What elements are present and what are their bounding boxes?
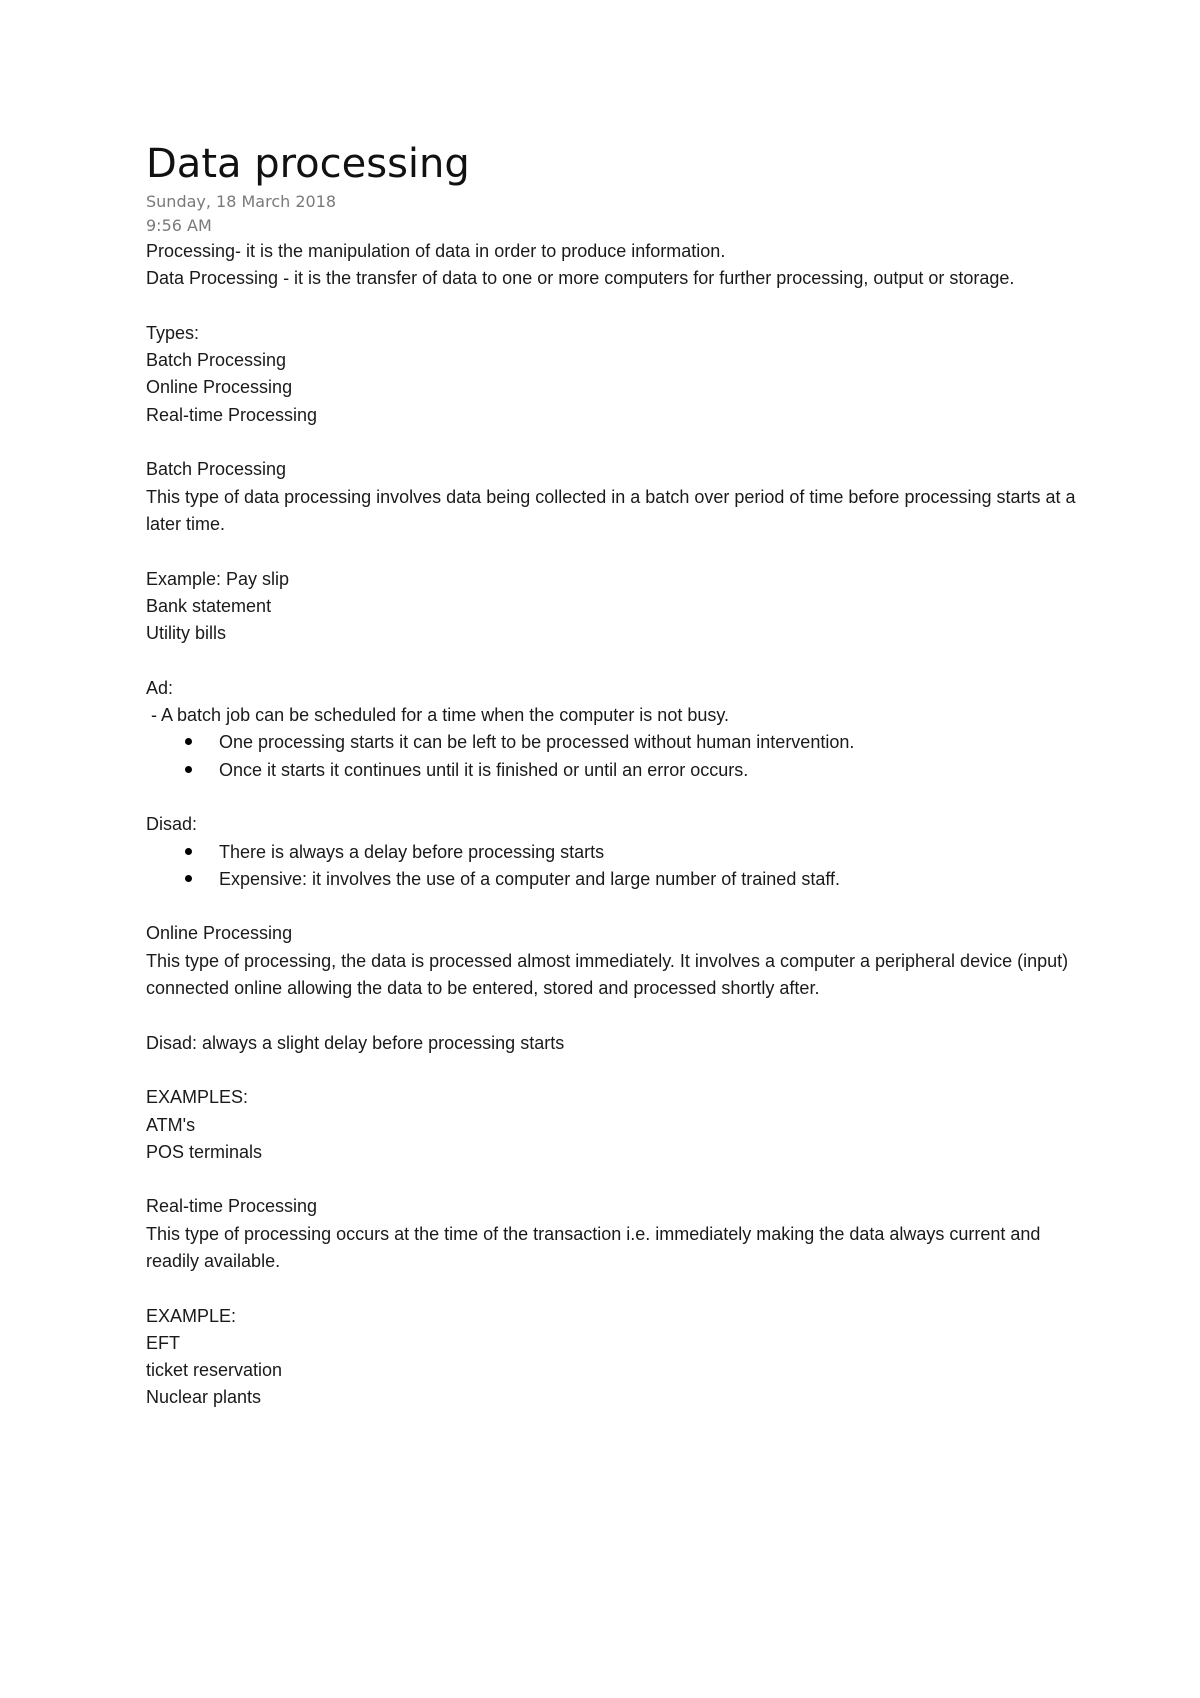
online-examples-heading: EXAMPLES:: [146, 1087, 249, 1108]
ad-dash-item: - A batch job can be scheduled for a time when the computer is not busy.: [146, 705, 730, 726]
bullet-icon: [185, 766, 192, 773]
types-item: Online Processing: [146, 377, 293, 398]
list-item: [146, 866, 1086, 893]
realtime-examples-heading: EXAMPLE:: [146, 1305, 237, 1326]
batch-description: This type of data processing involves data being collected in a batch over period of time before processing starts at a later time.: [146, 486, 1081, 534]
list-item-text: Expensive: it involves the use of a computer and large number of trained staff.: [219, 868, 841, 889]
spacer: [146, 538, 1086, 565]
bullet-icon: [185, 738, 192, 745]
online-disad: Disad: always a slight delay before processing starts: [146, 1032, 565, 1053]
bullet-icon: [185, 848, 192, 855]
list-item: [146, 839, 1086, 866]
spacer: [146, 784, 1086, 811]
list-item-text: One processing starts it can be left to be processed without human intervention.: [219, 732, 855, 753]
spacer: [146, 429, 1086, 456]
list-item-text: Once it starts it continues until it is finished or until an error occurs.: [219, 759, 749, 780]
types-heading: Types:: [146, 322, 200, 343]
date-stamp: Sunday, 18 March 2018: [146, 192, 337, 211]
spacer: [146, 893, 1086, 920]
online-example: POS terminals: [146, 1141, 263, 1162]
ad-heading: Ad:: [146, 677, 174, 698]
realtime-example: EFT: [146, 1332, 180, 1353]
realtime-description: This type of processing occurs at the time of the transaction i.e. immediately making the data always current and readily available.: [146, 1223, 1046, 1271]
batch-example: Bank statement: [146, 595, 272, 616]
list-item: [146, 729, 1086, 756]
list-item: [146, 757, 1086, 784]
spacer: [146, 1002, 1086, 1029]
processing-definition: Processing- it is the manipulation of data in order to produce information.: [146, 241, 726, 261]
spacer: [146, 1057, 1086, 1084]
spacer: [146, 293, 1086, 320]
types-item: Real-time Processing: [146, 404, 318, 425]
page-title: Data processing: [146, 141, 470, 187]
online-heading: Online Processing: [146, 923, 293, 944]
disad-heading: Disad:: [146, 814, 198, 835]
online-description: This type of processing, the data is processed almost immediately. It involves a computer a peripheral device (input) connected online allowing the data to be entered, stored and processed shortly after.: [146, 950, 1074, 999]
time-stamp: 9:56 AM: [146, 216, 212, 235]
bullet-icon: [185, 875, 192, 882]
realtime-heading: Real-time Processing: [146, 1196, 318, 1217]
batch-example: Utility bills: [146, 623, 227, 644]
disad-bullet-list: [146, 839, 1086, 894]
types-item: Batch Processing: [146, 350, 287, 371]
spacer: [146, 1275, 1086, 1302]
realtime-example: ticket reservation: [146, 1360, 283, 1381]
online-example: ATM's: [146, 1114, 196, 1135]
realtime-example: Nuclear plants: [146, 1387, 262, 1408]
batch-heading: Batch Processing: [146, 459, 287, 480]
list-item-text: There is always a delay before processing starts: [219, 841, 605, 862]
spacer: [146, 1166, 1086, 1193]
document-content: [146, 138, 1086, 1412]
ad-bullet-list: [146, 729, 1086, 784]
spacer: [146, 647, 1086, 674]
batch-example: Example: Pay slip: [146, 568, 290, 589]
data-processing-definition: Data Processing - it is the transfer of data to one or more computers for further processing, output or storage.: [146, 268, 1015, 289]
